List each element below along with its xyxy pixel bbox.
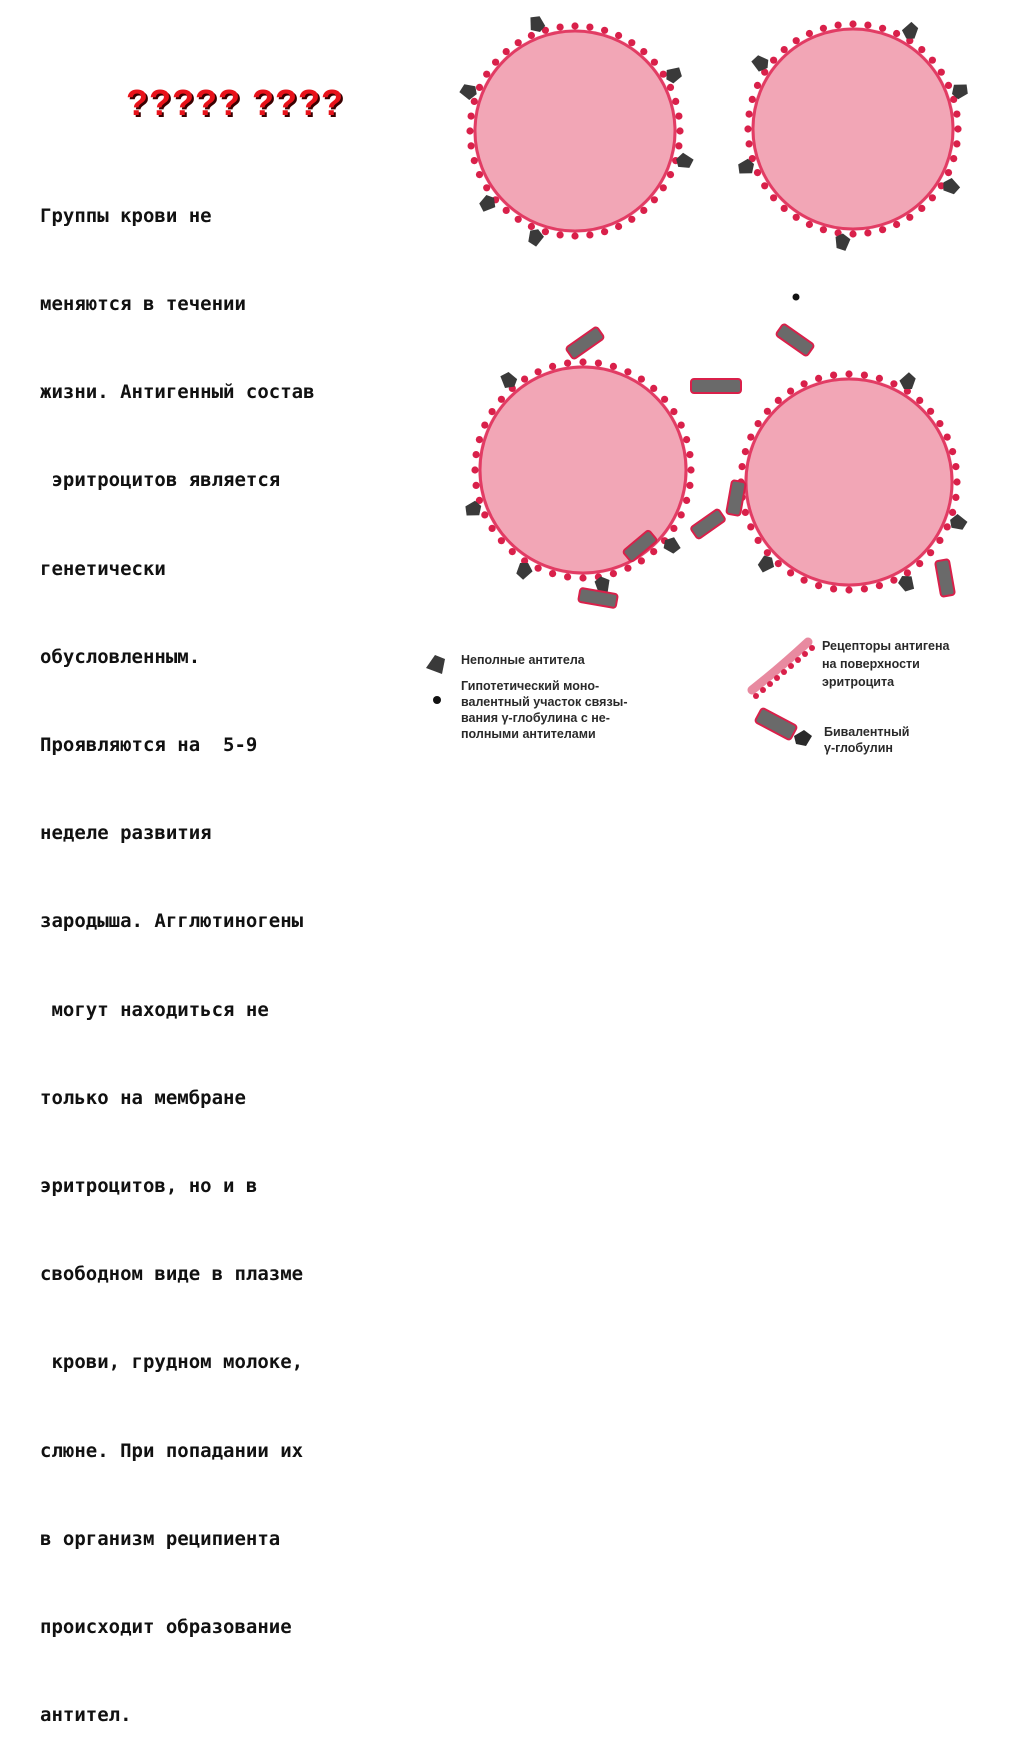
receptor-dot xyxy=(624,565,631,572)
receptor-dot xyxy=(579,574,586,581)
globulin-bar xyxy=(691,379,741,393)
body-line: только на мембране xyxy=(40,1086,246,1109)
receptor-dot xyxy=(950,155,957,162)
receptor-dot xyxy=(953,111,960,118)
receptor-dot xyxy=(893,30,900,37)
receptor-dot xyxy=(849,230,856,237)
receptor-dot xyxy=(755,537,762,544)
receptor-dot xyxy=(936,420,943,427)
legend-receptors-line: на поверхности xyxy=(822,657,920,671)
bivalent-globulin xyxy=(565,326,604,359)
receptor-dot xyxy=(845,586,852,593)
body-line: жизни. Антигенный состав xyxy=(40,381,315,404)
bivalent-globulin xyxy=(775,323,814,356)
receptor-dot xyxy=(953,478,960,485)
receptor-dot xyxy=(949,509,956,516)
receptor-dot xyxy=(676,127,683,134)
receptor-dot xyxy=(515,39,522,46)
receptor-dot xyxy=(806,30,813,37)
receptor-dot xyxy=(890,380,897,387)
receptor-dot xyxy=(949,448,956,455)
globulin-bar xyxy=(690,509,726,540)
receptor-dot xyxy=(801,380,808,387)
incomplete-antibody-legend-icon xyxy=(426,655,445,674)
receptor-dot xyxy=(744,125,751,132)
receptor-dot xyxy=(830,372,837,379)
receptor-dot xyxy=(564,573,571,580)
receptor-dot xyxy=(610,363,617,370)
globulin-bar xyxy=(565,326,604,359)
receptor-dot xyxy=(476,84,483,91)
receptor-legend-dot xyxy=(753,693,759,699)
receptor-dot xyxy=(929,194,936,201)
receptor-dot xyxy=(944,434,951,441)
slide-title: ????? ???? xyxy=(126,82,344,123)
receptor-dot xyxy=(747,523,754,530)
receptor-dot xyxy=(952,494,959,501)
receptor-dot xyxy=(746,111,753,118)
free-monovalent-site xyxy=(793,294,800,301)
receptor-dot xyxy=(927,408,934,415)
erythrocyte-layer xyxy=(466,20,961,593)
receptor-dot xyxy=(929,57,936,64)
receptor-dot xyxy=(787,569,794,576)
erythrocyte xyxy=(466,22,683,239)
globulin-bar xyxy=(935,559,955,597)
receptor-dot xyxy=(755,420,762,427)
receptor-dot xyxy=(473,451,480,458)
receptor-legend-dot xyxy=(809,645,815,651)
receptor-dot xyxy=(764,549,771,556)
bivalent-globulin xyxy=(578,588,618,608)
receptor-dot xyxy=(830,585,837,592)
receptor-dot xyxy=(835,22,842,29)
erythrocyte xyxy=(471,358,694,581)
receptor-dot xyxy=(801,577,808,584)
receptor-dot xyxy=(670,408,677,415)
receptor-dot xyxy=(557,231,564,238)
receptor-dot xyxy=(489,525,496,532)
legend-bivalent-line: Бивалентный xyxy=(824,725,910,739)
receptor-legend-dot xyxy=(795,657,801,663)
body-line: могут находиться не xyxy=(40,998,269,1021)
bivalent-globulin xyxy=(691,379,741,393)
body-line: антител. xyxy=(40,1704,132,1727)
receptor-dot xyxy=(954,125,961,132)
erythrocyte-body xyxy=(746,379,952,585)
receptor-dot xyxy=(820,226,827,233)
body-line: зародыша. Агглютиногены xyxy=(40,910,304,933)
body-line: Проявляются на 5-9 xyxy=(40,734,258,757)
receptor-dot xyxy=(918,205,925,212)
receptor-dot xyxy=(916,560,923,567)
receptor-dot xyxy=(739,463,746,470)
body-line: эритроцитов является xyxy=(40,469,281,492)
receptor-dot xyxy=(845,370,852,377)
body-line: генетически xyxy=(40,557,166,580)
receptor-dot xyxy=(483,184,490,191)
receptor-dot xyxy=(638,557,645,564)
receptor-dot xyxy=(781,205,788,212)
receptor-dot xyxy=(747,434,754,441)
receptor-dot xyxy=(775,560,782,567)
receptor-dot xyxy=(876,375,883,382)
receptor-dot xyxy=(893,221,900,228)
receptor-dot xyxy=(586,24,593,31)
receptor-dot xyxy=(476,171,483,178)
agglutination-illustration xyxy=(0,0,1024,768)
receptor-dot xyxy=(672,98,679,105)
receptor-legend-dot xyxy=(774,675,780,681)
receptor-dot xyxy=(528,32,535,39)
receptor-dot xyxy=(764,408,771,415)
receptor-dot xyxy=(781,46,788,53)
receptor-dot xyxy=(953,140,960,147)
body-line: крови, грудном молоке, xyxy=(40,1351,304,1374)
receptor-dot xyxy=(815,375,822,382)
receptor-legend-dot xyxy=(802,651,808,657)
monovalent-site-legend-icon xyxy=(433,696,441,704)
receptor-dot xyxy=(651,196,658,203)
receptor-dot xyxy=(468,142,475,149)
receptor-dot xyxy=(468,113,475,120)
receptor-dot xyxy=(660,71,667,78)
receptor-dot xyxy=(761,182,768,189)
legend-hypothetical-site-line: валентный участок связы- xyxy=(461,695,628,709)
receptor-dot xyxy=(754,82,761,89)
receptor-dot xyxy=(806,221,813,228)
receptor-dot xyxy=(651,59,658,66)
receptor-dot xyxy=(471,466,478,473)
receptor-dot xyxy=(650,385,657,392)
receptor-dot xyxy=(498,537,505,544)
receptor-dot xyxy=(746,140,753,147)
receptor-dot xyxy=(906,214,913,221)
incomplete-antibody xyxy=(476,192,499,214)
receptor-dot xyxy=(481,511,488,518)
bivalent-globulin xyxy=(690,509,726,540)
receptor-dot xyxy=(904,569,911,576)
receptor-dot xyxy=(535,368,542,375)
legend-bivalent-line: γ-глобулин xyxy=(824,741,893,755)
receptor-dot xyxy=(742,509,749,516)
receptor-dot xyxy=(660,184,667,191)
receptor-dot xyxy=(498,396,505,403)
receptor-dot xyxy=(793,37,800,44)
receptor-dot xyxy=(670,525,677,532)
receptor-dot xyxy=(683,436,690,443)
receptor-dot xyxy=(667,171,674,178)
receptor-dot xyxy=(661,396,668,403)
receptor-dot xyxy=(775,397,782,404)
receptor-dot xyxy=(471,157,478,164)
body-line: эритроцитов, но и в xyxy=(40,1175,258,1198)
receptor-dot xyxy=(754,169,761,176)
body-line: свободном виде в плазме xyxy=(40,1263,304,1286)
body-line: Группы крови не xyxy=(40,204,212,227)
receptor-dot xyxy=(471,98,478,105)
legend-incomplete-antibodies: Неполные антитела xyxy=(461,653,585,667)
receptor-dot xyxy=(509,548,516,555)
legend-hypothetical-site-line: полными антителами xyxy=(461,727,596,741)
erythrocyte-body xyxy=(753,29,953,229)
receptor-dot xyxy=(675,113,682,120)
erythrocyte-body xyxy=(475,31,675,231)
receptor-dot xyxy=(861,372,868,379)
receptor-dot xyxy=(628,216,635,223)
receptor-dot xyxy=(601,228,608,235)
receptor-dot xyxy=(542,228,549,235)
receptor-dot xyxy=(638,376,645,383)
receptor-dot xyxy=(535,565,542,572)
receptor-dot xyxy=(944,523,951,530)
receptor-dot xyxy=(483,71,490,78)
legend-receptors-line: Рецепторы антигена xyxy=(822,639,950,653)
receptor-dot xyxy=(615,223,622,230)
receptor-dot xyxy=(601,27,608,34)
body-line: меняются в течении xyxy=(40,293,246,316)
receptor-dot xyxy=(557,24,564,31)
body-line: происходит образование xyxy=(40,1616,292,1639)
receptor-dot xyxy=(864,229,871,236)
receptor-dot xyxy=(615,32,622,39)
receptor-dot xyxy=(686,451,693,458)
legend xyxy=(426,639,951,755)
receptor-dot xyxy=(879,25,886,32)
receptor-dot xyxy=(650,548,657,555)
receptor-dot xyxy=(675,142,682,149)
receptor-dot xyxy=(918,46,925,53)
receptor-dot xyxy=(549,570,556,577)
erythrocyte xyxy=(744,20,961,237)
receptor-dot xyxy=(683,497,690,504)
receptor-dot xyxy=(667,84,674,91)
receptor-dot xyxy=(861,585,868,592)
receptor-dot xyxy=(742,448,749,455)
receptor-dot xyxy=(628,39,635,46)
receptor-dot xyxy=(515,216,522,223)
receptor-dot xyxy=(528,223,535,230)
receptor-dot xyxy=(849,20,856,27)
incomplete-antibody xyxy=(674,151,694,170)
receptor-dot xyxy=(936,537,943,544)
receptor-dot xyxy=(564,360,571,367)
receptor-dot xyxy=(787,388,794,395)
incomplete-antibody xyxy=(749,52,772,74)
receptor-dot xyxy=(571,22,578,29)
receptor-legend-dot xyxy=(760,687,766,693)
receptor-dot xyxy=(473,482,480,489)
receptor-dot xyxy=(503,207,510,214)
legend-hypothetical-site-line: Гипотетический моно- xyxy=(461,679,600,693)
receptor-dot xyxy=(945,169,952,176)
receptor-dot xyxy=(595,360,602,367)
receptor-dot xyxy=(476,436,483,443)
receptor-dot xyxy=(466,127,473,134)
receptor-dot xyxy=(640,48,647,55)
receptor-dot xyxy=(549,363,556,370)
receptor-dot xyxy=(481,422,488,429)
receptor-dot xyxy=(571,232,578,239)
incomplete-antibody xyxy=(497,369,519,392)
legend-hypothetical-site-line: вания γ-глобулина с не- xyxy=(461,711,610,725)
receptor-dot xyxy=(687,466,694,473)
receptor-dot xyxy=(770,194,777,201)
receptor-dot xyxy=(749,96,756,103)
receptor-dot xyxy=(876,582,883,589)
receptor-dot xyxy=(945,82,952,89)
receptor-dot xyxy=(489,408,496,415)
receptor-dot xyxy=(678,422,685,429)
receptor-legend-icon xyxy=(752,642,815,699)
receptor-dot xyxy=(864,22,871,29)
receptor-dot xyxy=(624,368,631,375)
body-line: обусловленным. xyxy=(40,645,201,668)
receptor-dot xyxy=(952,463,959,470)
receptor-dot xyxy=(793,214,800,221)
body-line: неделе развития xyxy=(40,822,212,845)
receptor-dot xyxy=(640,207,647,214)
bivalent-globulin xyxy=(935,559,955,597)
receptor-dot xyxy=(678,511,685,518)
receptor-dot xyxy=(492,59,499,66)
body-line: в организм реципиента xyxy=(40,1527,281,1550)
globulin-bar xyxy=(775,323,814,356)
receptor-dot xyxy=(770,57,777,64)
receptor-dot xyxy=(610,570,617,577)
receptor-dot xyxy=(521,376,528,383)
receptor-dot xyxy=(586,231,593,238)
receptor-dot xyxy=(890,577,897,584)
legend-receptors-line: эритроцита xyxy=(822,675,895,689)
receptor-legend-dot xyxy=(781,669,787,675)
bivalent-globulin-legend-icon xyxy=(755,708,812,746)
receptor-dot xyxy=(938,69,945,76)
receptor-dot xyxy=(503,48,510,55)
receptor-dot xyxy=(927,549,934,556)
globulin-bar xyxy=(578,588,618,608)
receptor-dot xyxy=(879,226,886,233)
receptor-dot xyxy=(916,397,923,404)
receptor-legend-dot xyxy=(767,681,773,687)
receptor-dot xyxy=(686,482,693,489)
receptor-dot xyxy=(579,358,586,365)
receptor-dot xyxy=(815,582,822,589)
receptor-legend-dot xyxy=(788,663,794,669)
body-line: слюне. При попадании их xyxy=(40,1439,304,1462)
receptor-dot xyxy=(820,25,827,32)
